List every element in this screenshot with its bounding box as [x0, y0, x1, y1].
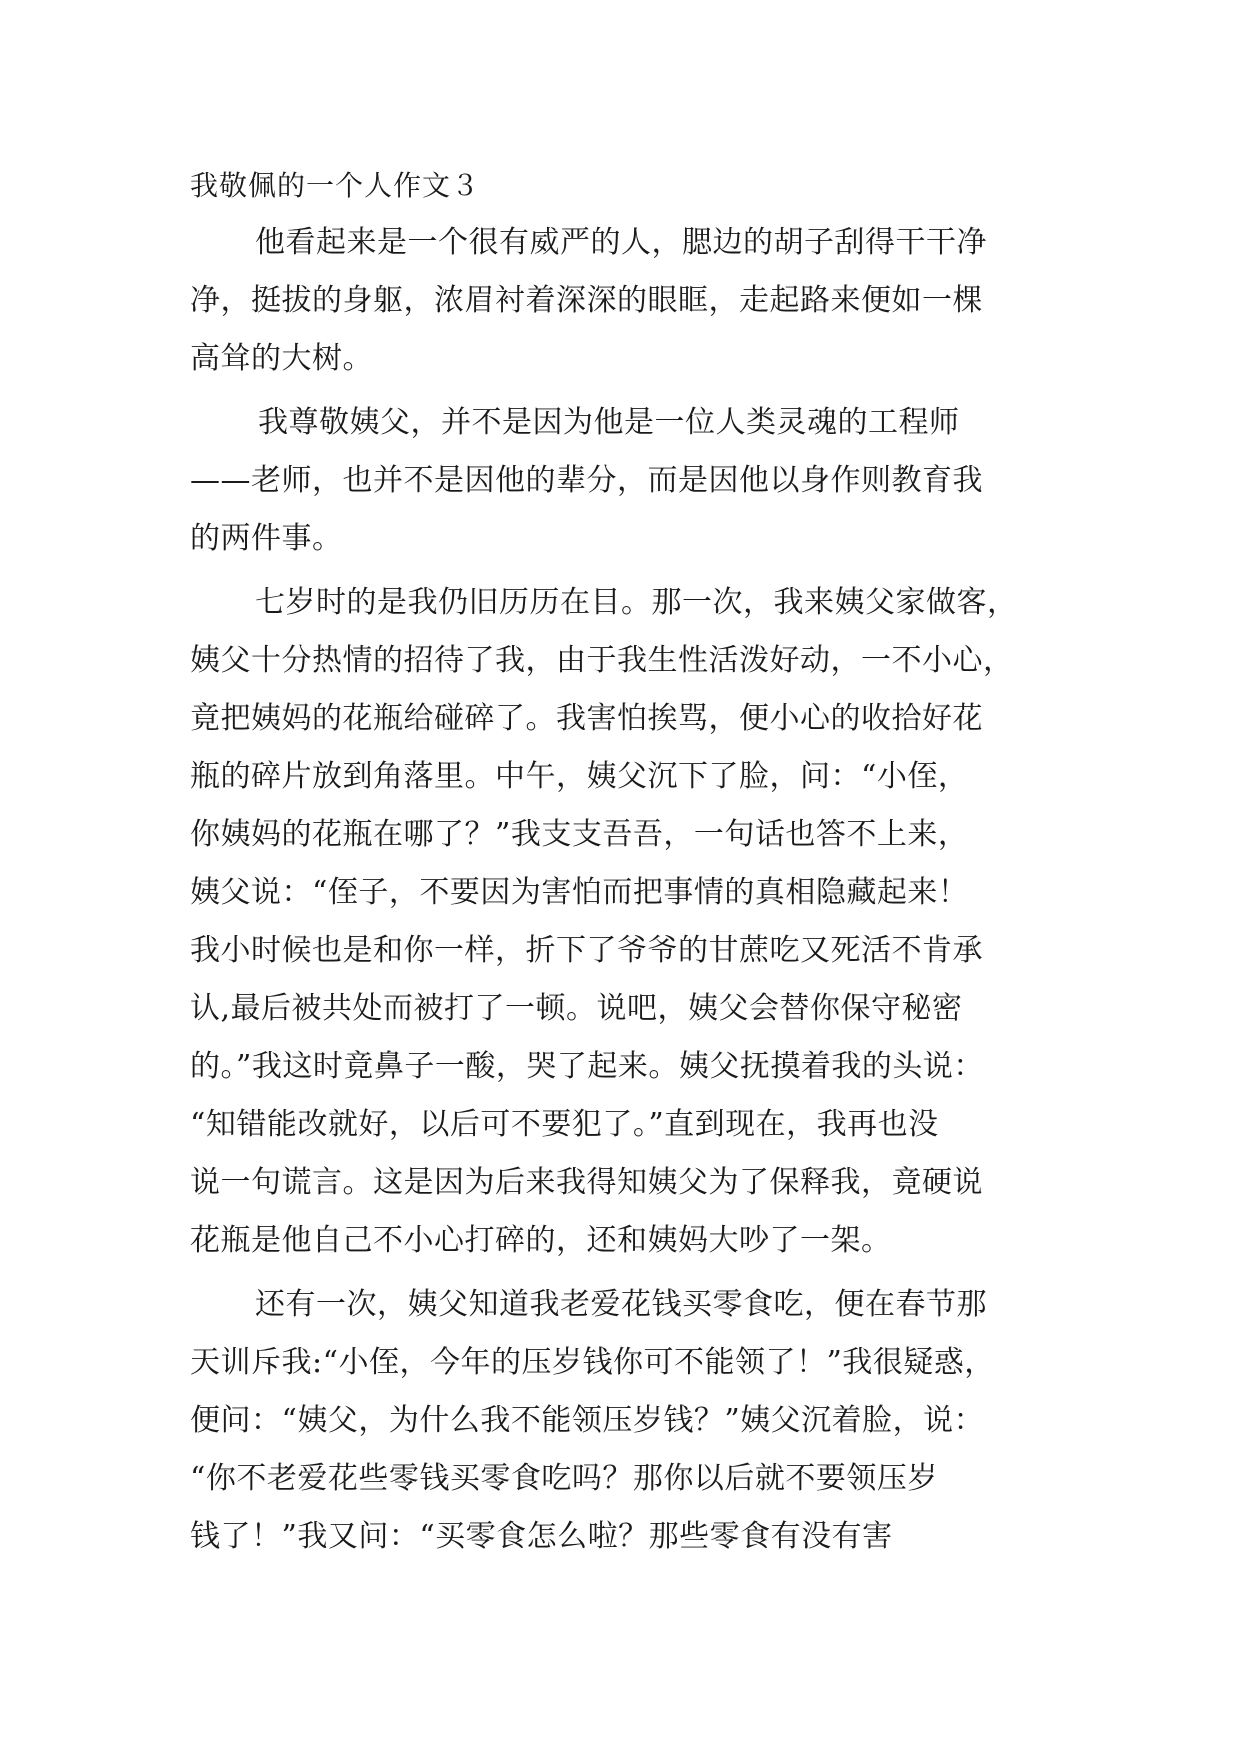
- paragraph-line: 姨父说：“侄子，不要因为害怕而把事情的真相隐藏起来！: [190, 875, 969, 910]
- document-title: 我敬佩的一个人作文３: [190, 169, 481, 202]
- paragraph-line: 他看起来是一个很有威严的人，腮边的胡子刮得干干净: [255, 225, 987, 260]
- paragraph-line: “你不老爱花些零钱买零食吃吗？那你以后就不要领压岁: [190, 1461, 938, 1496]
- paragraph-line: 钱了！”我又问：“买零食怎么啦？那些零食有没有害: [190, 1519, 893, 1554]
- paragraph-line: ——老师，也并不是因他的辈分，而是因他以身作则教育我: [190, 463, 983, 498]
- paragraph-line: 姨父十分热情的招待了我，由于我生性活泼好动，一不小心，: [190, 643, 1014, 678]
- paragraph-line: “知错能改就好，以后可不要犯了。”直到现在，我再也没: [190, 1107, 939, 1142]
- paragraph-line: 高耸的大树。: [190, 341, 373, 376]
- paragraph-line: 的两件事。: [190, 521, 343, 556]
- paragraph-line: 瓶的碎片放到角落里。中午，姨父沉下了脸，问：“小侄，: [190, 759, 969, 794]
- paragraph-line: 认,最后被共处而被打了一顿。说吧，姨父会替你保守秘密: [190, 991, 963, 1026]
- paragraph-line: 便问：“姨父，为什么我不能领压岁钱？”姨父沉着脸，说：: [190, 1403, 985, 1438]
- paragraph-line: 天训斥我:“小侄，今年的压岁钱你可不能领了！”我很疑惑，: [190, 1345, 995, 1380]
- paragraph-line: 七岁时的是我仍旧历历在目。那一次，我来姨父家做客，: [255, 585, 1018, 620]
- paragraph-line: 说一句谎言。这是因为后来我得知姨父为了保释我，竟硬说: [190, 1165, 983, 1200]
- paragraph-line: 还有一次，姨父知道我老爱花钱买零食吃，便在春节那: [255, 1287, 987, 1322]
- paragraph-line: 你姨妈的花瓶在哪了？”我支支吾吾，一句话也答不上来，: [190, 817, 969, 852]
- paragraph-line: 我小时候也是和你一样，折下了爷爷的甘蔗吃又死活不肯承: [190, 933, 983, 968]
- paragraph-line: 花瓶是他自己不小心打碎的，还和姨妈大吵了一架。: [190, 1223, 892, 1258]
- paragraph-line: 我尊敬姨父，并不是因为他是一位人类灵魂的工程师: [258, 405, 960, 440]
- paragraph-line: 净，挺拔的身躯，浓眉衬着深深的眼眶，走起路来便如一棵: [190, 283, 983, 318]
- paragraph-line: 的。”我这时竟鼻子一酸，哭了起来。姨父抚摸着我的头说：: [190, 1049, 984, 1084]
- paragraph-line: 竟把姨妈的花瓶给碰碎了。我害怕挨骂，便小心的收拾好花: [190, 701, 983, 736]
